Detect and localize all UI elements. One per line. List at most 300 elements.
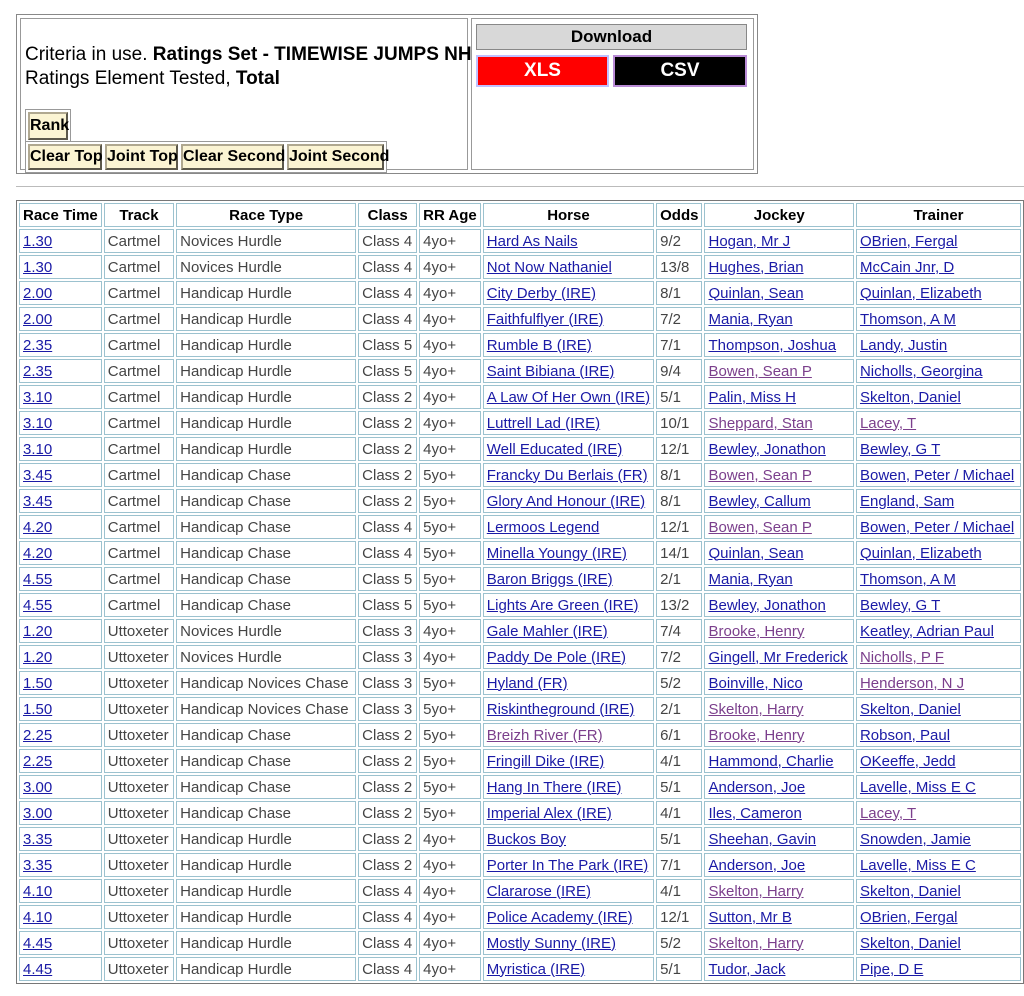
cell-horse <box>483 437 654 461</box>
trainer-link[interactable]: Bowen, Peter / Michael <box>859 518 1015 536</box>
element-label: Ratings Element Tested, <box>25 68 236 89</box>
race-time-link[interactable]: 3.00 <box>23 778 53 796</box>
horse-link[interactable]: A Law Of Her Own (IRE) <box>486 388 651 406</box>
race-time-link[interactable]: 2.25 <box>23 726 53 744</box>
cell-class: Class 2 <box>358 385 417 409</box>
horse-link[interactable]: Clararose (IRE) <box>486 882 591 900</box>
cell-horse <box>483 905 654 929</box>
cell-class: Class 2 <box>358 775 417 799</box>
cell-race-type: Handicap Chase <box>176 541 356 565</box>
cell-jockey <box>704 671 853 695</box>
cell-race-type: Novices Hurdle <box>176 229 356 253</box>
race-time-link[interactable]: 1.20 <box>23 648 53 666</box>
trainer-link[interactable]: Bowen, Peter / Michael <box>859 466 1015 484</box>
cell-horse <box>483 671 654 695</box>
column-header-horse: Horse <box>483 203 654 227</box>
download-box <box>471 18 754 170</box>
trainer-link[interactable]: Lacey, T <box>859 804 917 822</box>
jockey-link[interactable]: Bowen, Sean P <box>708 362 812 380</box>
trainer-link[interactable]: Nicholls, Georgina <box>859 362 983 380</box>
trainer-link[interactable]: Bewley, G T <box>859 440 941 458</box>
cell-horse <box>483 697 654 721</box>
horse-link[interactable]: Fringill Dike (IRE) <box>486 752 605 770</box>
trainer-link[interactable]: Nicholls, P F <box>859 648 944 666</box>
cell-race-type: Handicap Chase <box>176 593 356 617</box>
race-time-link[interactable]: 4.45 <box>23 934 53 952</box>
trainer-link[interactable]: Landy, Justin <box>859 336 948 354</box>
trainer-link[interactable]: Bewley, G T <box>859 596 941 614</box>
cell-odds: 5/2 <box>656 931 702 955</box>
joint-second-button[interactable]: Joint Second <box>287 144 384 170</box>
element-line <box>25 68 280 90</box>
jockey-link[interactable]: Mania, Ryan <box>708 570 793 588</box>
cell-trainer <box>856 645 1021 669</box>
jockey-link[interactable]: Bowen, Sean P <box>708 518 812 536</box>
cell-track: Uttoxeter <box>104 645 174 669</box>
table-row <box>19 489 1021 513</box>
table-body <box>19 229 1021 981</box>
joint-top-button[interactable]: Joint Top <box>105 144 178 170</box>
cell-odds: 5/1 <box>656 775 702 799</box>
cell-class: Class 4 <box>358 957 417 981</box>
cell-trainer <box>856 333 1021 357</box>
race-time-link[interactable]: 3.45 <box>23 466 53 484</box>
table-row <box>19 541 1021 565</box>
cell-rr-age: 5yo+ <box>419 463 481 487</box>
cell-horse <box>483 411 654 435</box>
cell-race-time <box>19 723 102 747</box>
race-time-link[interactable]: 4.55 <box>23 570 53 588</box>
cell-class: Class 2 <box>358 749 417 773</box>
jockey-link[interactable]: Bewley, Jonathon <box>708 440 826 458</box>
cell-race-time <box>19 359 102 383</box>
cell-jockey <box>704 645 853 669</box>
table-row <box>19 515 1021 539</box>
horse-link[interactable]: Francky Du Berlais (FR) <box>486 466 648 484</box>
cell-race-type: Handicap Chase <box>176 489 356 513</box>
criteria-panel <box>16 14 758 174</box>
table-row <box>19 853 1021 877</box>
trainer-link[interactable]: Henderson, N J <box>859 674 965 692</box>
trainer-link[interactable]: England, Sam <box>859 492 955 510</box>
trainer-link[interactable]: Lavelle, Miss E C <box>859 778 976 796</box>
cell-race-type: Handicap Hurdle <box>176 905 356 929</box>
table-row <box>19 723 1021 747</box>
cell-race-type: Novices Hurdle <box>176 619 356 643</box>
cell-odds: 13/8 <box>656 255 702 279</box>
cell-jockey <box>704 437 853 461</box>
cell-rr-age: 4yo+ <box>419 307 481 331</box>
trainer-link[interactable]: Snowden, Jamie <box>859 830 971 848</box>
jockey-link[interactable]: Bowen, Sean P <box>708 466 812 484</box>
cell-jockey <box>704 541 853 565</box>
cell-race-type: Handicap Hurdle <box>176 931 356 955</box>
cell-odds: 13/2 <box>656 593 702 617</box>
cell-rr-age: 5yo+ <box>419 723 481 747</box>
horse-link[interactable]: Glory And Honour (IRE) <box>486 492 646 510</box>
race-time-link[interactable]: 3.10 <box>23 414 53 432</box>
horse-link[interactable]: Police Academy (IRE) <box>486 908 633 926</box>
table-row <box>19 931 1021 955</box>
horse-link[interactable]: Lights Are Green (IRE) <box>486 596 639 614</box>
cell-trainer <box>856 359 1021 383</box>
cell-track: Uttoxeter <box>104 775 174 799</box>
cell-odds: 14/1 <box>656 541 702 565</box>
trainer-link[interactable]: Skelton, Daniel <box>859 388 961 406</box>
jockey-link[interactable]: Skelton, Harry <box>708 882 804 900</box>
cell-race-time <box>19 775 102 799</box>
cell-rr-age: 5yo+ <box>419 515 481 539</box>
trainer-link[interactable]: Lacey, T <box>859 414 917 432</box>
cell-odds: 4/1 <box>656 749 702 773</box>
table-header-row <box>19 203 1021 227</box>
cell-race-type: Handicap Hurdle <box>176 333 356 357</box>
cell-odds: 7/1 <box>656 333 702 357</box>
table-row <box>19 957 1021 981</box>
jockey-link[interactable]: Skelton, Harry <box>708 700 804 718</box>
results-table <box>16 200 1024 984</box>
cell-jockey <box>704 749 853 773</box>
cell-jockey <box>704 229 853 253</box>
cell-class: Class 4 <box>358 879 417 903</box>
cell-trainer <box>856 697 1021 721</box>
jockey-link[interactable]: Quinlan, Sean <box>708 284 804 302</box>
jockey-link[interactable]: Palin, Miss H <box>708 388 797 406</box>
table-row <box>19 359 1021 383</box>
cell-race-type: Handicap Chase <box>176 515 356 539</box>
race-time-link[interactable]: 4.10 <box>23 882 53 900</box>
cell-track: Cartmel <box>104 229 174 253</box>
jockey-link[interactable]: Hogan, Mr J <box>708 232 791 250</box>
cell-trainer <box>856 957 1021 981</box>
cell-track: Uttoxeter <box>104 853 174 877</box>
jockey-link[interactable]: Hughes, Brian <box>708 258 804 276</box>
cell-race-time <box>19 619 102 643</box>
cell-track: Uttoxeter <box>104 697 174 721</box>
cell-race-time <box>19 567 102 591</box>
trainer-link[interactable]: Skelton, Daniel <box>859 700 961 718</box>
criteria-label: Criteria in use. <box>25 44 153 65</box>
cell-race-type: Handicap Chase <box>176 775 356 799</box>
race-time-link[interactable]: 3.10 <box>23 388 53 406</box>
table-row <box>19 333 1021 357</box>
criteria-box <box>20 18 472 170</box>
cell-class: Class 2 <box>358 723 417 747</box>
cell-odds: 7/2 <box>656 307 702 331</box>
cell-race-type: Handicap Chase <box>176 801 356 825</box>
cell-track: Cartmel <box>104 307 174 331</box>
cell-horse <box>483 255 654 279</box>
horse-link[interactable]: Baron Briggs (IRE) <box>486 570 613 588</box>
race-time-link[interactable]: 1.50 <box>23 674 53 692</box>
trainer-link[interactable]: Thomson, A M <box>859 310 956 328</box>
cell-track: Cartmel <box>104 463 174 487</box>
cell-rr-age: 5yo+ <box>419 697 481 721</box>
trainer-link[interactable]: OBrien, Fergal <box>859 908 958 926</box>
cell-horse <box>483 307 654 331</box>
cell-race-time <box>19 411 102 435</box>
cell-odds: 2/1 <box>656 567 702 591</box>
cell-trainer <box>856 411 1021 435</box>
race-time-link[interactable]: 4.45 <box>23 960 53 978</box>
race-time-link[interactable]: 1.50 <box>23 700 53 718</box>
cell-track: Cartmel <box>104 541 174 565</box>
race-time-link[interactable]: 2.25 <box>23 752 53 770</box>
jockey-link[interactable]: Anderson, Joe <box>708 778 806 796</box>
jockey-link[interactable]: Hammond, Charlie <box>708 752 834 770</box>
cell-race-time <box>19 749 102 773</box>
trainer-link[interactable]: Lavelle, Miss E C <box>859 856 976 874</box>
cell-class: Class 3 <box>358 645 417 669</box>
horse-link[interactable]: Riskintheground (IRE) <box>486 700 635 718</box>
column-header-class: Class <box>358 203 417 227</box>
trainer-link[interactable]: Thomson, A M <box>859 570 956 588</box>
horse-link[interactable]: Myristica (IRE) <box>486 960 586 978</box>
cell-trainer <box>856 437 1021 461</box>
jockey-link[interactable]: Gingell, Mr Frederick <box>708 648 848 666</box>
cell-rr-age: 4yo+ <box>419 255 481 279</box>
race-time-link[interactable]: 1.30 <box>23 258 53 276</box>
race-time-link[interactable]: 4.10 <box>23 908 53 926</box>
horse-link[interactable]: Hang In There (IRE) <box>486 778 622 796</box>
cell-jockey <box>704 801 853 825</box>
cell-horse <box>483 619 654 643</box>
trainer-link[interactable]: Skelton, Daniel <box>859 934 961 952</box>
table-row <box>19 281 1021 305</box>
cell-jockey <box>704 255 853 279</box>
horse-link[interactable]: Mostly Sunny (IRE) <box>486 934 616 952</box>
jockey-link[interactable]: Iles, Cameron <box>708 804 802 822</box>
cell-horse <box>483 515 654 539</box>
horse-link[interactable]: Luttrell Lad (IRE) <box>486 414 601 432</box>
horse-link[interactable]: Lermoos Legend <box>486 518 600 536</box>
rank-button[interactable]: Rank <box>28 112 68 140</box>
horse-link[interactable]: Minella Youngy (IRE) <box>486 544 627 562</box>
jockey-link[interactable]: Skelton, Harry <box>708 934 804 952</box>
trainer-link[interactable]: Pipe, D E <box>859 960 924 978</box>
cell-race-type: Handicap Hurdle <box>176 879 356 903</box>
cell-jockey <box>704 385 853 409</box>
cell-track: Cartmel <box>104 515 174 539</box>
horse-link[interactable]: Paddy De Pole (IRE) <box>486 648 626 666</box>
cell-race-type: Handicap Hurdle <box>176 411 356 435</box>
jockey-link[interactable]: Brooke, Henry <box>708 622 805 640</box>
horse-link[interactable]: Saint Bibiana (IRE) <box>486 362 615 380</box>
jockey-link[interactable]: Boinville, Nico <box>708 674 803 692</box>
cell-rr-age: 4yo+ <box>419 827 481 851</box>
cell-horse <box>483 723 654 747</box>
horse-link[interactable]: Buckos Boy <box>486 830 566 848</box>
table-row <box>19 619 1021 643</box>
jockey-link[interactable]: Bewley, Callum <box>708 492 811 510</box>
trainer-link[interactable]: Keatley, Adrian Paul <box>859 622 994 640</box>
race-time-link[interactable]: 3.35 <box>23 856 53 874</box>
cell-track: Uttoxeter <box>104 671 174 695</box>
race-time-link[interactable]: 2.00 <box>23 284 53 302</box>
xls-download-button[interactable]: XLS <box>476 55 609 87</box>
race-time-link[interactable]: 4.20 <box>23 544 53 562</box>
cell-horse <box>483 931 654 955</box>
cell-jockey <box>704 723 853 747</box>
trainer-link[interactable]: McCain Jnr, D <box>859 258 955 276</box>
horse-link[interactable]: Breizh River (FR) <box>486 726 603 744</box>
cell-race-type: Handicap Hurdle <box>176 307 356 331</box>
jockey-link[interactable]: Brooke, Henry <box>708 726 805 744</box>
horse-link[interactable]: Faithfulflyer (IRE) <box>486 310 604 328</box>
cell-rr-age: 4yo+ <box>419 333 481 357</box>
cell-track: Cartmel <box>104 333 174 357</box>
cell-race-time <box>19 489 102 513</box>
cell-race-time <box>19 229 102 253</box>
cell-odds: 7/1 <box>656 853 702 877</box>
jockey-link[interactable]: Sutton, Mr B <box>708 908 792 926</box>
cell-trainer <box>856 619 1021 643</box>
cell-jockey <box>704 957 853 981</box>
cell-track: Uttoxeter <box>104 905 174 929</box>
cell-jockey <box>704 359 853 383</box>
table-row <box>19 307 1021 331</box>
cell-horse <box>483 541 654 565</box>
cell-class: Class 4 <box>358 229 417 253</box>
cell-horse <box>483 853 654 877</box>
race-time-link[interactable]: 3.35 <box>23 830 53 848</box>
cell-trainer <box>856 463 1021 487</box>
cell-rr-age: 5yo+ <box>419 541 481 565</box>
jockey-link[interactable]: Thompson, Joshua <box>708 336 837 354</box>
cell-jockey <box>704 567 853 591</box>
trainer-link[interactable]: Quinlan, Elizabeth <box>859 544 982 562</box>
cell-race-time <box>19 879 102 903</box>
clear-top-button[interactable]: Clear Top <box>28 144 102 170</box>
horse-link[interactable]: Rumble B (IRE) <box>486 336 592 354</box>
race-time-link[interactable]: 4.55 <box>23 596 53 614</box>
horse-link[interactable]: Well Educated (IRE) <box>486 440 623 458</box>
horse-link[interactable]: Hard As Nails <box>486 232 578 250</box>
cell-horse <box>483 333 654 357</box>
cell-horse <box>483 463 654 487</box>
cell-track: Uttoxeter <box>104 723 174 747</box>
cell-track: Cartmel <box>104 593 174 617</box>
trainer-link[interactable]: OKeeffe, Jedd <box>859 752 956 770</box>
cell-odds: 12/1 <box>656 905 702 929</box>
cell-race-time <box>19 931 102 955</box>
cell-track: Cartmel <box>104 255 174 279</box>
race-time-link[interactable]: 3.00 <box>23 804 53 822</box>
column-header-track: Track <box>104 203 174 227</box>
cell-track: Cartmel <box>104 411 174 435</box>
jockey-link[interactable]: Tudor, Jack <box>708 960 786 978</box>
jockey-link[interactable]: Sheehan, Gavin <box>708 830 817 848</box>
table-row <box>19 801 1021 825</box>
race-time-link[interactable]: 4.20 <box>23 518 53 536</box>
divider <box>16 186 1024 187</box>
cell-race-type: Novices Hurdle <box>176 255 356 279</box>
trainer-link[interactable]: Skelton, Daniel <box>859 882 961 900</box>
jockey-link[interactable]: Sheppard, Stan <box>708 414 813 432</box>
cell-race-time <box>19 671 102 695</box>
results-table-wrapper <box>16 200 1024 990</box>
cell-jockey <box>704 775 853 799</box>
jockey-link[interactable]: Anderson, Joe <box>708 856 806 874</box>
cell-horse <box>483 359 654 383</box>
jockey-link[interactable]: Mania, Ryan <box>708 310 793 328</box>
cell-track: Uttoxeter <box>104 931 174 955</box>
horse-link[interactable]: City Derby (IRE) <box>486 284 596 302</box>
horse-link[interactable]: Porter In The Park (IRE) <box>486 856 649 874</box>
cell-trainer <box>856 905 1021 929</box>
cell-class: Class 4 <box>358 307 417 331</box>
cell-race-type: Handicap Hurdle <box>176 437 356 461</box>
column-header-trainer: Trainer <box>856 203 1021 227</box>
cell-race-type: Handicap Hurdle <box>176 359 356 383</box>
cell-odds: 5/1 <box>656 827 702 851</box>
jockey-link[interactable]: Quinlan, Sean <box>708 544 804 562</box>
ratings-set-value: Ratings Set - TIMEWISE JUMPS NH <box>152 44 472 65</box>
cell-jockey <box>704 879 853 903</box>
cell-track: Uttoxeter <box>104 879 174 903</box>
cell-odds: 4/1 <box>656 879 702 903</box>
cell-horse <box>483 801 654 825</box>
cell-trainer <box>856 593 1021 617</box>
cell-rr-age: 4yo+ <box>419 853 481 877</box>
cell-race-time <box>19 801 102 825</box>
cell-race-time <box>19 593 102 617</box>
horse-link[interactable]: Hyland (FR) <box>486 674 568 692</box>
cell-race-time <box>19 957 102 981</box>
cell-odds: 12/1 <box>656 515 702 539</box>
cell-odds: 4/1 <box>656 801 702 825</box>
trainer-link[interactable]: Quinlan, Elizabeth <box>859 284 982 302</box>
cell-track: Uttoxeter <box>104 801 174 825</box>
cell-track: Cartmel <box>104 567 174 591</box>
cell-rr-age: 5yo+ <box>419 567 481 591</box>
cell-rr-age: 4yo+ <box>419 931 481 955</box>
race-time-link[interactable]: 1.30 <box>23 232 53 250</box>
cell-race-time <box>19 281 102 305</box>
cell-odds: 10/1 <box>656 411 702 435</box>
jockey-link[interactable]: Bewley, Jonathon <box>708 596 826 614</box>
cell-class: Class 2 <box>358 853 417 877</box>
race-time-link[interactable]: 2.35 <box>23 362 53 380</box>
cell-class: Class 4 <box>358 931 417 955</box>
race-time-link[interactable]: 3.45 <box>23 492 53 510</box>
clear-second-button[interactable]: Clear Second <box>181 144 284 170</box>
cell-trainer <box>856 385 1021 409</box>
cell-odds: 6/1 <box>656 723 702 747</box>
column-header-race-time: Race Time <box>19 203 102 227</box>
cell-trainer <box>856 931 1021 955</box>
horse-link[interactable]: Imperial Alex (IRE) <box>486 804 612 822</box>
trainer-link[interactable]: OBrien, Fergal <box>859 232 958 250</box>
cell-horse <box>483 957 654 981</box>
cell-trainer <box>856 307 1021 331</box>
cell-jockey <box>704 411 853 435</box>
horse-link[interactable]: Not Now Nathaniel <box>486 258 612 276</box>
filter-button-frame <box>25 141 390 173</box>
race-time-link[interactable]: 2.00 <box>23 310 53 328</box>
table-row <box>19 567 1021 591</box>
csv-download-button[interactable]: CSV <box>613 55 747 87</box>
race-time-link[interactable]: 2.35 <box>23 336 53 354</box>
trainer-link[interactable]: Robson, Paul <box>859 726 951 744</box>
cell-jockey <box>704 281 853 305</box>
horse-link[interactable]: Gale Mahler (IRE) <box>486 622 608 640</box>
race-time-link[interactable]: 1.20 <box>23 622 53 640</box>
cell-odds: 7/2 <box>656 645 702 669</box>
race-time-link[interactable]: 3.10 <box>23 440 53 458</box>
element-value: Total <box>235 68 280 89</box>
cell-odds: 8/1 <box>656 489 702 513</box>
